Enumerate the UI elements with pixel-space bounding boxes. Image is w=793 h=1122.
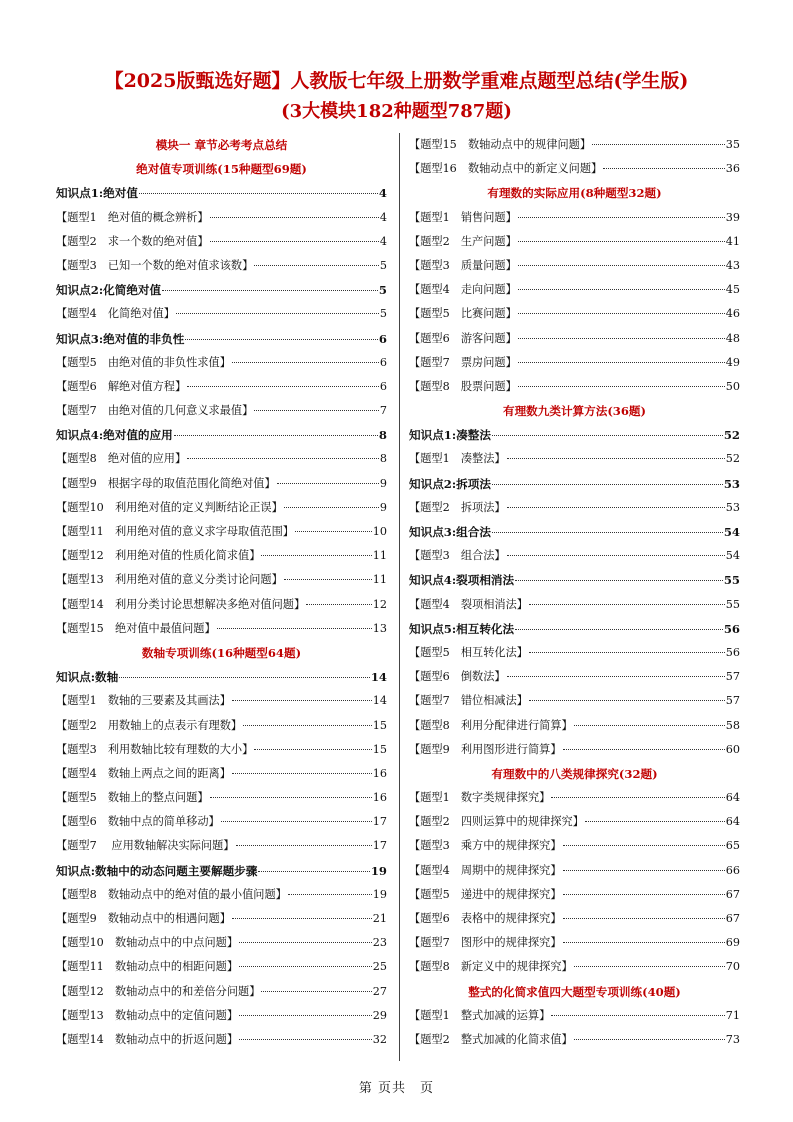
document-title: 【2025版甄选好题】人教版七年级上册数学重难点题型总结(学生版): [104, 70, 689, 92]
toc-dot-leader: [239, 966, 372, 967]
toc-dot-leader: [288, 894, 372, 895]
toc-entry-label: 【题型4 周期中的规律探究】: [409, 863, 562, 877]
toc-knowledge-point[interactable]: [409, 423, 740, 447]
toc-entry[interactable]: [56, 351, 387, 375]
toc-page-number: 5: [379, 258, 387, 272]
toc-entry-label: 【题型1 整式加减的运算】: [409, 1008, 551, 1022]
toc-dot-leader: [254, 410, 379, 411]
toc-page-number: 9: [379, 476, 387, 490]
toc-knowledge-point[interactable]: [56, 665, 387, 689]
toc-dot-leader: [529, 700, 725, 701]
toc-page-number: 57: [725, 670, 740, 684]
toc-page-number: 14: [370, 670, 387, 685]
toc-dot-leader: [518, 217, 725, 218]
toc-entry-label: 【题型2 整式加减的化简求值】: [409, 1032, 573, 1046]
toc-entry[interactable]: [56, 206, 387, 230]
toc-entry[interactable]: [409, 1028, 740, 1052]
toc-dot-leader: [174, 435, 378, 436]
toc-entry[interactable]: [409, 907, 740, 931]
toc-entry[interactable]: [409, 278, 740, 302]
toc-page-number: 50: [725, 379, 740, 393]
toc-dot-leader: [243, 725, 372, 726]
toc-page-number: 7: [379, 404, 387, 418]
toc-page-number: 11: [372, 573, 387, 587]
toc-entry[interactable]: [409, 351, 740, 375]
toc-entry-label: 【题型5 相互转化法】: [409, 645, 528, 659]
toc-dot-leader: [585, 821, 725, 822]
toc-dot-leader: [239, 1039, 372, 1040]
toc-dot-leader: [139, 193, 378, 194]
toc-page-number: 64: [725, 815, 740, 829]
toc-dot-leader: [210, 217, 379, 218]
toc-dot-leader: [507, 507, 725, 508]
toc-entry-label: 知识点:数轴: [56, 670, 119, 685]
toc-dot-leader: [518, 241, 725, 242]
toc-entry[interactable]: [56, 447, 387, 471]
toc-dot-leader: [261, 555, 371, 556]
toc-entry[interactable]: [56, 1028, 387, 1052]
toc-page-number: 53: [723, 476, 740, 491]
toc-entry-label: 【题型6 游客问题】: [409, 331, 517, 345]
toc-page-number: 56: [723, 621, 740, 636]
toc-knowledge-point[interactable]: [409, 520, 740, 544]
toc-page-number: 66: [725, 863, 740, 877]
toc-dot-leader: [187, 386, 379, 387]
toc-dot-leader: [507, 458, 725, 459]
toc-page-number: 25: [372, 960, 387, 974]
toc-entry[interactable]: [409, 883, 740, 907]
toc-page-number: 32: [372, 1032, 387, 1046]
toc-dot-leader: [563, 845, 725, 846]
toc-page-number: 8: [378, 428, 387, 443]
toc-dot-leader: [518, 289, 725, 290]
toc-page-number: 15: [372, 742, 387, 756]
toc-dot-leader: [518, 265, 725, 266]
toc-knowledge-point[interactable]: [56, 423, 387, 447]
toc-entry-label: 【题型5 比赛问题】: [409, 307, 517, 321]
toc-entry[interactable]: [56, 496, 387, 520]
toc-dot-leader: [232, 773, 372, 774]
toc-dot-leader: [563, 870, 725, 871]
toc-entry-label: 【题型1 绝对值的概念辨析】: [56, 210, 209, 224]
toc-dot-leader: [518, 338, 725, 339]
toc-page-number: 56: [725, 645, 740, 659]
toc-entry[interactable]: [409, 714, 740, 738]
toc-dot-leader: [574, 725, 725, 726]
toc-page-number: 5: [378, 283, 387, 298]
toc-section-heading: 数轴专项训练(16种题型64题): [141, 645, 302, 660]
toc-dot-leader: [277, 483, 379, 484]
toc-entry-label: 【题型1 销售问题】: [409, 210, 517, 224]
toc-page-number: 70: [725, 960, 740, 974]
toc-entry[interactable]: [56, 931, 387, 955]
toc-entry[interactable]: [56, 955, 387, 979]
toc-dot-leader: [232, 918, 372, 919]
toc-entry[interactable]: [409, 447, 740, 471]
toc-entry[interactable]: [409, 955, 740, 979]
toc-page-number: 15: [372, 718, 387, 732]
toc-entry[interactable]: [409, 375, 740, 399]
toc-dot-leader: [284, 507, 379, 508]
toc-dot-leader: [563, 918, 725, 919]
toc-entry[interactable]: [409, 496, 740, 520]
toc-dot-leader: [162, 290, 378, 291]
toc-knowledge-point[interactable]: [56, 859, 387, 883]
toc-entry-label: 【题型15 数轴动点中的规律问题】: [409, 138, 592, 151]
toc-entry[interactable]: [409, 1004, 740, 1028]
toc-entry[interactable]: [56, 738, 387, 762]
toc-entry[interactable]: [56, 593, 387, 617]
toc-entry-label: 知识点3:绝对值的非负性: [56, 331, 185, 346]
toc-page-number: 67: [725, 887, 740, 901]
toc-entry-label: 【题型3 组合法】: [409, 549, 506, 563]
toc-entry-label: 【题型1 数字类规律探究】: [409, 791, 551, 805]
toc-entry-label: 【题型8 利用分配律进行简算】: [409, 718, 573, 732]
toc-entry-label: 【题型14 数轴动点中的折返问题】: [56, 1032, 239, 1046]
toc-dot-leader: [551, 797, 724, 798]
toc-dot-leader: [119, 677, 370, 678]
toc-entry-label: 【题型3 已知一个数的绝对值求该数】: [56, 258, 254, 272]
toc-entry[interactable]: [56, 786, 387, 810]
toc-dot-leader: [492, 435, 723, 436]
toc-entry[interactable]: [409, 206, 740, 230]
toc-entry-label: 知识点4:绝对值的应用: [56, 428, 173, 443]
toc-entry[interactable]: [409, 931, 740, 955]
toc-page-number: 29: [372, 1008, 387, 1022]
toc-dot-leader: [210, 241, 379, 242]
toc-entry-label: 【题型6 表格中的规律探究】: [409, 912, 562, 925]
toc-entry-label: 【题型4 数轴上两点之间的距离】: [56, 766, 231, 780]
toc-page-number: 55: [723, 573, 740, 588]
toc-dot-leader: [232, 362, 379, 363]
toc-page-number: 35: [725, 138, 740, 151]
toc-entry-label: 【题型2 拆项法】: [409, 500, 506, 514]
toc-entry[interactable]: [56, 617, 387, 641]
toc-page-number: 12: [372, 597, 387, 611]
toc-section-heading: 有理数中的八类规律探究(32题): [491, 766, 658, 781]
toc-entry-label: 【题型14 利用分类讨论思想解决多绝对值问题】: [56, 597, 306, 611]
toc-page-number: 4: [379, 210, 387, 224]
toc-entry-label: 知识点5:相互转化法: [409, 621, 515, 636]
toc-dot-leader: [507, 555, 725, 556]
toc-knowledge-point[interactable]: [56, 327, 387, 351]
toc-section-heading: 绝对值专项训练(15种题型69题): [136, 162, 307, 177]
toc-entry[interactable]: [409, 738, 740, 762]
toc-page-number: 27: [372, 984, 387, 998]
toc-page-number: 14: [372, 694, 387, 708]
toc-entry[interactable]: [56, 762, 387, 786]
toc-entry[interactable]: [56, 302, 387, 326]
toc-entry[interactable]: [56, 714, 387, 738]
toc-page-number: 36: [725, 162, 740, 176]
toc-entry-label: 【题型2 求一个数的绝对值】: [56, 234, 209, 248]
toc-page-number: 17: [372, 815, 387, 829]
toc-entry[interactable]: [56, 689, 387, 713]
toc-dot-leader: [239, 1015, 372, 1016]
toc-dot-leader: [258, 871, 369, 872]
toc-entry[interactable]: [409, 834, 740, 858]
toc-entry-label: 【题型7 由绝对值的几何意义求最值】: [56, 404, 254, 418]
toc-page-number: 65: [725, 839, 740, 853]
toc-page-number: 67: [725, 912, 740, 925]
toc-page-number: 54: [725, 549, 740, 563]
toc-entry[interactable]: [409, 544, 740, 568]
toc-dot-leader: [232, 700, 372, 701]
toc-right-column: [409, 133, 740, 1052]
toc-entry-label: 知识点:数轴中的动态问题主要解题步骤: [56, 863, 258, 878]
toc-entry-label: 【题型6 解绝对值方程】: [56, 379, 187, 393]
toc-entry[interactable]: [56, 375, 387, 399]
toc-page-number: 5: [379, 307, 387, 321]
toc-dot-leader: [176, 313, 379, 314]
toc-dot-leader: [261, 991, 371, 992]
toc-page-number: 17: [372, 839, 387, 853]
toc-entry-label: 【题型9 利用图形进行简算】: [409, 742, 562, 756]
toc-dot-leader: [284, 579, 372, 580]
toc-entry-label: 【题型7 图形中的规律探究】: [409, 936, 562, 950]
toc-dot-leader: [217, 628, 372, 629]
toc-page-number: 4: [379, 234, 387, 248]
toc-knowledge-point[interactable]: [409, 617, 740, 641]
toc-entry[interactable]: [409, 641, 740, 665]
toc-entry[interactable]: [56, 810, 387, 834]
toc-page-number: 46: [725, 307, 740, 321]
toc-page-number: 52: [725, 452, 740, 466]
toc-entry-label: 【题型5 数轴上的整点问题】: [56, 791, 209, 805]
toc-entry[interactable]: [409, 230, 740, 254]
toc-entry[interactable]: [409, 689, 740, 713]
toc-knowledge-point[interactable]: [56, 278, 387, 302]
toc-entry-label: 【题型16 数轴动点中的新定义问题】: [409, 162, 603, 176]
toc-dot-leader: [210, 797, 372, 798]
toc-section-heading: 有理数九类计算方法(36题): [502, 404, 647, 419]
toc-dot-leader: [529, 652, 725, 653]
toc-page-number: 6: [379, 379, 387, 393]
toc-entry[interactable]: [56, 254, 387, 278]
toc-dot-leader: [254, 749, 371, 750]
toc-dot-leader: [239, 942, 372, 943]
toc-entry[interactable]: [56, 472, 387, 496]
toc-dot-leader: [306, 604, 372, 605]
toc-page-number: 45: [725, 283, 740, 297]
toc-dot-leader: [518, 313, 725, 314]
toc-entry-label: 【题型9 数轴动点中的相遇问题】: [56, 912, 231, 925]
toc-entry[interactable]: [409, 157, 740, 181]
toc-entry-label: 【题型15 绝对值中最值问题】: [56, 621, 216, 635]
toc-entry[interactable]: [56, 883, 387, 907]
toc-page-number: 58: [725, 718, 740, 732]
toc-dot-leader: [592, 144, 725, 145]
toc-entry-label: 【题型11 数轴动点中的相距问题】: [56, 960, 239, 974]
toc-page-number: 19: [372, 887, 387, 901]
toc-dot-leader: [515, 629, 723, 630]
toc-dot-leader: [236, 845, 372, 846]
toc-entry-label: 【题型10 利用绝对值的定义判断结论正误】: [56, 500, 283, 514]
toc-page-number: 64: [725, 791, 740, 805]
toc-entry[interactable]: [56, 834, 387, 858]
toc-page-number: 23: [372, 936, 387, 950]
toc-dot-leader: [492, 484, 723, 485]
toc-page-number: 73: [725, 1032, 740, 1046]
document-subtitle: (3大模块182种题型787题): [281, 101, 512, 122]
toc-page-number: 6: [379, 355, 387, 369]
toc-dot-leader: [574, 1039, 725, 1040]
toc-entry-label: 【题型1 数轴的三要素及其画法】: [56, 694, 231, 708]
toc-knowledge-point[interactable]: [56, 181, 387, 205]
toc-page-number: 4: [378, 186, 387, 201]
toc-entry[interactable]: [56, 520, 387, 544]
toc-page-number: 55: [725, 597, 740, 611]
toc-dot-leader: [295, 531, 372, 532]
toc-dot-leader: [254, 265, 379, 266]
toc-entry-label: 【题型11 利用绝对值的意义求字母取值范围】: [56, 525, 294, 538]
toc-entry-label: 【题型3 质量问题】: [409, 258, 517, 272]
toc-dot-leader: [492, 532, 723, 533]
toc-entry[interactable]: [56, 230, 387, 254]
toc-entry[interactable]: [409, 786, 740, 810]
toc-entry-label: 知识点1:凑整法: [409, 428, 491, 443]
toc-page-number: 11: [372, 549, 387, 563]
toc-page-number: 9: [379, 500, 387, 514]
toc-entry[interactable]: [409, 665, 740, 689]
toc-entry[interactable]: [56, 907, 387, 931]
toc-entry-label: 【题型6 数轴中点的简单移动】: [56, 815, 220, 829]
toc-dot-leader: [518, 362, 725, 363]
toc-entry-label: 【题型8 股票问题】: [409, 379, 517, 393]
toc-entry[interactable]: [409, 593, 740, 617]
toc-entry-label: 【题型8 绝对值的应用】: [56, 452, 187, 466]
toc-entry-label: 知识点2:拆项法: [409, 476, 491, 491]
toc-entry-label: 【题型6 倒数法】: [409, 670, 506, 684]
toc-entry-label: 【题型1 凑整法】: [409, 452, 506, 466]
toc-page-number: 53: [725, 500, 740, 514]
toc-dot-leader: [529, 604, 725, 605]
toc-dot-leader: [563, 749, 725, 750]
toc-page-number: 48: [725, 331, 740, 345]
column-divider: [399, 133, 400, 1061]
toc-entry-label: 【题型13 利用绝对值的意义分类讨论问题】: [56, 573, 283, 587]
toc-page-number: 60: [725, 742, 740, 756]
toc-page-number: 21: [372, 912, 387, 925]
toc-knowledge-point[interactable]: [409, 568, 740, 592]
toc-page-number: 8: [379, 452, 387, 466]
toc-entry-label: 知识点1:绝对值: [56, 186, 138, 201]
toc-entry[interactable]: [56, 399, 387, 423]
toc-entry-label: 【题型10 数轴动点中的中点问题】: [56, 936, 239, 950]
toc-page-number: 41: [725, 234, 740, 248]
toc-entry[interactable]: [56, 980, 387, 1004]
toc-entry-label: 【题型12 数轴动点中的和差倍分问题】: [56, 984, 261, 998]
toc-entry[interactable]: [409, 327, 740, 351]
toc-page-number: 6: [378, 331, 387, 346]
toc-page-number: 39: [725, 210, 740, 224]
toc-entry-label: 【题型9 根据字母的取值范围化简绝对值】: [56, 476, 276, 490]
toc-entry-label: 【题型4 裂项相消法】: [409, 597, 528, 611]
toc-dot-leader: [551, 1015, 724, 1016]
toc-page-number: 43: [725, 258, 740, 272]
toc-entry-label: 【题型4 走向问题】: [409, 283, 517, 297]
toc-section-heading: 有理数的实际应用(8种题型32题): [487, 186, 662, 201]
toc-entry-label: 【题型5 递进中的规律探究】: [409, 887, 562, 901]
toc-page-number: 13: [372, 621, 387, 635]
toc-entry-label: 【题型2 生产问题】: [409, 234, 517, 248]
toc-page-number: 19: [370, 863, 387, 878]
toc-page-number: 54: [723, 525, 740, 539]
toc-entry-label: 知识点2:化简绝对值: [56, 283, 162, 298]
toc-page-number: 57: [725, 694, 740, 708]
toc-section-heading: 整式的化简求值四大题型专项训练(40题): [468, 984, 681, 999]
toc-page-number: 71: [725, 1008, 740, 1022]
toc-page-number: 69: [725, 936, 740, 950]
toc-entry-label: 【题型3 乘方中的规律探究】: [409, 839, 562, 853]
toc-dot-leader: [563, 894, 725, 895]
toc-entry[interactable]: [409, 302, 740, 326]
toc-entry-label: 【题型7 应用数轴解决实际问题】: [56, 839, 235, 853]
toc-dot-leader: [515, 580, 723, 581]
toc-page-number: 10: [372, 525, 387, 538]
toc-knowledge-point[interactable]: [409, 472, 740, 496]
toc-entry[interactable]: [56, 544, 387, 568]
toc-entry-label: 知识点3:组合法: [409, 525, 491, 539]
toc-entry-label: 【题型7 错位相减法】: [409, 694, 528, 708]
toc-entry-label: 知识点4:裂项相消法: [409, 573, 515, 588]
toc-entry-label: 【题型8 数轴动点中的绝对值的最小值问题】: [56, 887, 287, 901]
toc-entry[interactable]: [409, 859, 740, 883]
toc-left-column: [56, 133, 387, 1052]
toc-dot-leader: [563, 942, 725, 943]
toc-entry-label: 【题型8 新定义中的规律探究】: [409, 960, 573, 974]
toc-dot-leader: [574, 966, 725, 967]
toc-dot-leader: [518, 386, 725, 387]
toc-page-number: 49: [725, 355, 740, 369]
toc-entry[interactable]: [56, 568, 387, 592]
toc-entry-label: 【题型7 票房问题】: [409, 355, 517, 369]
toc-dot-leader: [221, 821, 372, 822]
toc-entry-label: 【题型5 由绝对值的非负性求值】: [56, 355, 231, 369]
toc-dot-leader: [185, 339, 378, 340]
toc-entry[interactable]: [409, 254, 740, 278]
toc-entry-label: 【题型2 四则运算中的规律探究】: [409, 815, 584, 829]
page-footer: 第 页共 页: [358, 1081, 435, 1096]
toc-entry-label: 【题型3 利用数轴比较有理数的大小】: [56, 742, 254, 756]
toc-page-number: 16: [372, 766, 387, 780]
toc-entry[interactable]: [409, 810, 740, 834]
toc-entry[interactable]: [409, 133, 740, 157]
toc-entry[interactable]: [56, 1004, 387, 1028]
toc-page-number: 16: [372, 791, 387, 805]
toc-entry-label: 【题型12 利用绝对值的性质化简求值】: [56, 549, 261, 563]
toc-section-heading: 模块一 章节必考考点总结: [155, 138, 288, 152]
toc-dot-leader: [187, 458, 379, 459]
toc-page-number: 52: [723, 428, 740, 443]
toc-dot-leader: [603, 168, 725, 169]
toc-entry-label: 【题型4 化简绝对值】: [56, 307, 175, 321]
toc-dot-leader: [507, 676, 725, 677]
toc-entry-label: 【题型2 用数轴上的点表示有理数】: [56, 718, 243, 732]
toc-entry-label: 【题型13 数轴动点中的定值问题】: [56, 1008, 239, 1022]
